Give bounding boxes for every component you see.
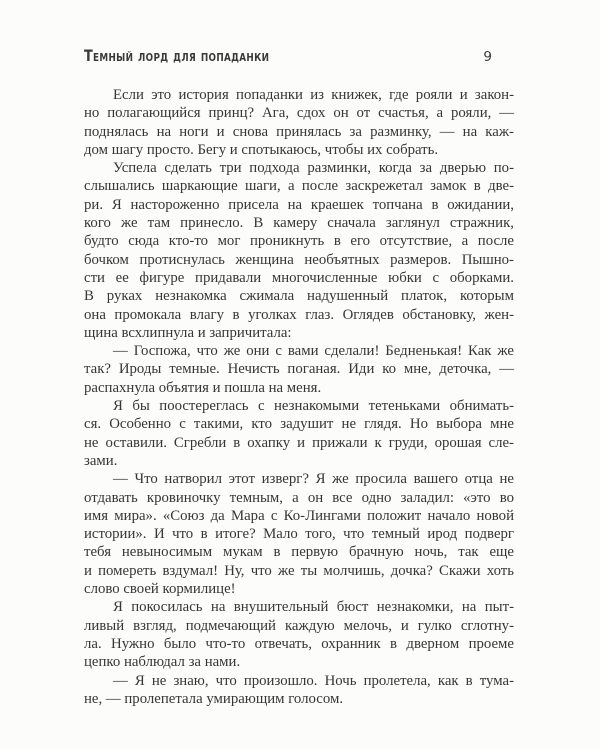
text-line: имя мира». «Союз да Мара с Ко-Лингами положит начало новой (84, 507, 514, 524)
text-line: сти ее фигуре придавали многочисленные юбки с оборками. (84, 269, 514, 286)
text-line: но полагающийся принц? Ага, сдох он от счастья, а рояли, — (84, 105, 514, 122)
text-line: слово своей кормилице! (84, 581, 236, 598)
text-line: она промокала влагу в уголках глаз. Оглядев обстановку, жен- (84, 306, 514, 323)
text-line: ся. Особенно с такими, кто задушит не глядя. Но выбора мне (84, 416, 514, 433)
text-line: поднялась на ноги и снова принялась за разминку, — на каж- (84, 123, 514, 140)
text-line: Я бы поостереглась с незнакомыми тетеньками обнимать- (113, 398, 514, 415)
text-line: щина всхлипнула и запричитала: (84, 324, 292, 341)
text-line: Я покосилась на внушительный бюст незнакомки, на пыт- (113, 599, 514, 616)
text-line: бочком протиснулась женщина необъятных размеров. Пышно- (84, 251, 514, 268)
page-header (84, 46, 516, 65)
text-line: будто сюда кто-то мог проникнуть в его отсутствие, а после (84, 233, 514, 250)
text-line: и помереть вздумал! Ну, что же ты молчишь, дочка? Скажи хоть (84, 562, 514, 579)
body-text (84, 86, 514, 708)
text-line: слышались шаркающие шаги, а после заскрежетал замок в две- (84, 178, 514, 195)
text-line: Если это история попаданки из книжек, где рояли и закон- (113, 87, 514, 103)
text-line: так? Ироды темные. Нечисть поганая. Иди ко мне, деточка, — (84, 361, 514, 378)
text-line: не оставили. Сгребли в охапку и прижали к груди, орошая сле- (84, 434, 514, 451)
text-line: В руках незнакомка сжимала надушенный платок, которым (84, 288, 514, 305)
text-line: истории». И что в итоге? Мало того, что темный ирод подверг (84, 526, 514, 543)
page-number: 9 (483, 49, 492, 65)
text-line: — Госпожа, что же они с вами сделали! Бедненькая! Как же (113, 343, 514, 360)
text-line: Успела сделать три подхода разминки, когда за дверью по- (113, 160, 514, 177)
text-line: отдавать кровиночку темным, а он все одно заладил: «это во (84, 489, 514, 506)
text-line: тебя невыносимым мукам в первую брачную ночь, так еще (84, 544, 514, 561)
running-title: Темный лорд для попаданки (84, 46, 270, 65)
text-line: не, — пролепетала умирающим голосом. (84, 690, 344, 707)
text-line: кого же там принесло. В камеру сначала заглянул стражник, (84, 215, 514, 232)
text-line: зами. (84, 452, 118, 469)
text-line: — Я не знаю, что произошло. Ночь пролетела, как в тума- (113, 672, 514, 689)
text-line: цепко наблюдал за нами. (84, 654, 241, 671)
text-line: ливый взгляд, подмечающий каждую мелочь, и гулко сглотну- (84, 617, 514, 634)
text-line: ла. Нужно было что-то отвечать, охранник в дверном проеме (84, 635, 514, 652)
text-line: — Что натворил этот изверг? Я же просила вашего отца не (113, 471, 514, 488)
text-line: распахнула объятия и пошла на меня. (84, 379, 322, 396)
text-line: дом шагу просто. Бегу и спотыкаюсь, чтобы их собрать. (84, 141, 439, 158)
text-line: ри. Я настороженно присела на краешек топчана в ожидании, (84, 196, 514, 213)
